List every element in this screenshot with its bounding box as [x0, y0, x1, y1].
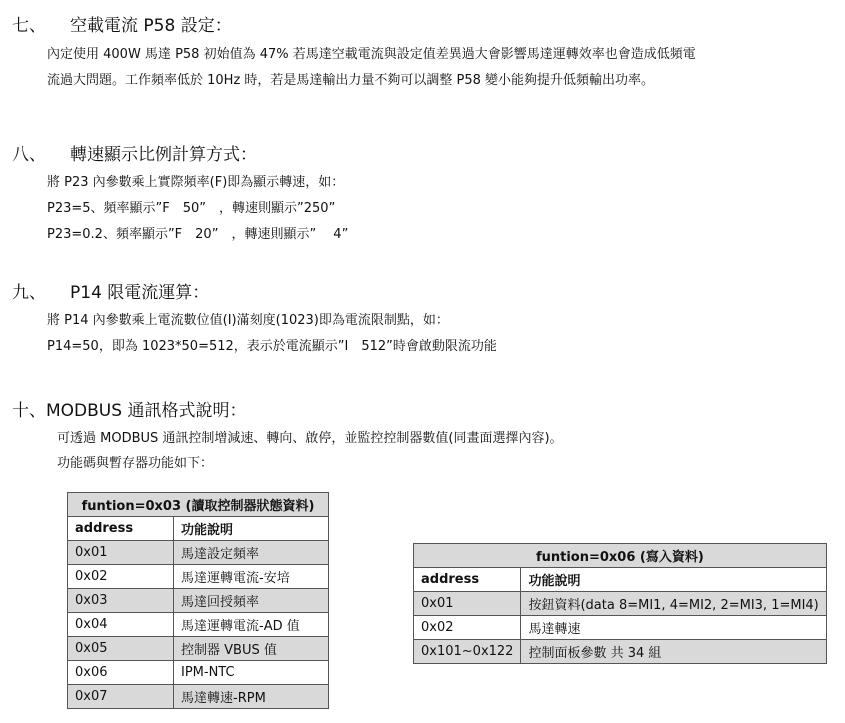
row-function: IPM-NTC: [174, 661, 329, 685]
section-7-number: 七、: [12, 16, 46, 36]
row-function: 馬達回授頻率: [174, 589, 329, 613]
section-9-number: 九、: [12, 283, 46, 303]
section-9-title: P14 限電流運算：: [70, 283, 210, 303]
section-10-line-2: 功能碼與暫存器功能如下：: [57, 456, 214, 471]
table-row: [414, 592, 827, 616]
row-function: 控制面板參數 共 34 組: [521, 640, 826, 664]
section-8-line-2: P23=5、頻率顯示”F 50” ，轉速則顯示”250”: [47, 201, 336, 216]
row-address: 0x04: [68, 613, 174, 637]
table-row: [68, 565, 329, 589]
row-address: 0x01: [68, 541, 174, 565]
row-function: 馬達運轉電流-AD 值: [174, 613, 329, 637]
write-table-caption: funtion=0x06 (寫入資料): [414, 544, 827, 568]
section-10-line-1: 可透過 MODBUS 通訊控制增減速、轉向、啟停，並監控控制器數值(同畫面選擇內容)。: [57, 431, 563, 446]
table-header-row: [414, 568, 827, 592]
table-row: [414, 616, 827, 640]
row-address: 0x06: [68, 661, 174, 685]
section-9-line-2: P14=50，即為 1023*50=512，表示於電流顯示”I 512”時會啟動限流功能: [47, 339, 497, 354]
section-7-line-1: 內定使用 400W 馬達 P58 初始值為 47% 若馬達空載電流與設定值差異過大會影響馬達運轉效率也會造成低頻電: [47, 47, 696, 62]
read-table-caption: funtion=0x03 (讀取控制器狀態資料): [68, 493, 329, 517]
section-8-number: 八、: [12, 145, 46, 165]
header-function: 功能說明: [521, 568, 826, 592]
row-function: 馬達運轉電流-安培: [174, 565, 329, 589]
section-10-title: 十、MODBUS 通訊格式說明：: [12, 401, 247, 421]
table-row: [68, 637, 329, 661]
row-function: 按鈕資料(data 8=MI1, 4=MI2, 2=MI3, 1=MI4): [521, 592, 826, 616]
row-address: 0x101~0x122: [414, 640, 521, 664]
read-register-table: [67, 492, 329, 709]
table-row: [68, 541, 329, 565]
table-row: [414, 640, 827, 664]
table-caption-row: [414, 544, 827, 568]
write-register-table: [413, 543, 827, 664]
row-address: 0x02: [414, 616, 521, 640]
table-row: [68, 661, 329, 685]
section-7-title: 空載電流 P58 設定：: [70, 16, 232, 36]
section-7-line-2: 流過大問題。工作頻率低於 10Hz 時，若是馬達輸出力量不夠可以調整 P58 變小能夠提升低頻輸出功率。: [47, 73, 655, 88]
section-8-line-1: 將 P23 內參數乘上實際頻率(F)即為顯示轉速，如：: [47, 175, 345, 190]
section-8-line-3: P23=0.2、頻率顯示”F 20” ，轉速則顯示” 4”: [47, 227, 349, 242]
row-address: 0x02: [68, 565, 174, 589]
row-address: 0x05: [68, 637, 174, 661]
table-row: [68, 685, 329, 709]
row-address: 0x01: [414, 592, 521, 616]
header-address: address: [68, 517, 174, 541]
table-row: [68, 589, 329, 613]
row-address: 0x03: [68, 589, 174, 613]
row-address: 0x07: [68, 685, 174, 709]
section-8-title: 轉速顯示比例計算方式：: [70, 145, 257, 165]
row-function: 馬達轉速: [521, 616, 826, 640]
section-9-line-1: 將 P14 內參數乘上電流數位值(I)滿刻度(1023)即為電流限制點，如：: [47, 313, 449, 328]
table-row: [68, 613, 329, 637]
table-caption-row: [68, 493, 329, 517]
row-function: 馬達轉速-RPM: [174, 685, 329, 709]
row-function: 控制器 VBUS 值: [174, 637, 329, 661]
header-function: 功能說明: [174, 517, 329, 541]
table-header-row: [68, 517, 329, 541]
header-address: address: [414, 568, 521, 592]
row-function: 馬達設定頻率: [174, 541, 329, 565]
